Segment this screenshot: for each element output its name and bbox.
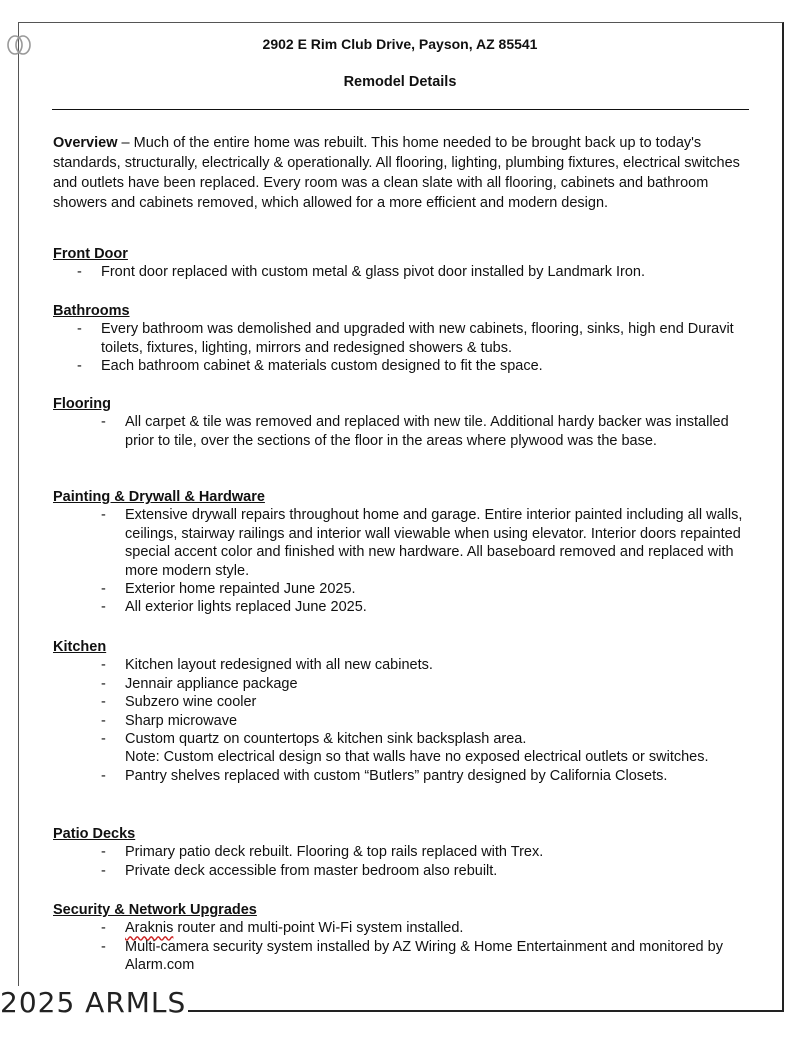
list-item: - Front door replaced with custom metal & glass pivot door installed by Landmark Iron. [53,263,753,281]
list-item: - Kitchen layout redesigned with all new cabinets. [53,656,753,674]
list-item: - Sharp microwave [53,712,753,730]
list-item: - Multi-camera security system installed by AZ Wiring & Home Entertainment and monitored by Alarm.com [53,938,753,975]
section-title-kitchen: Kitchen [53,639,107,655]
list-item: - All exterior lights replaced June 2025. [53,598,753,616]
list-item: - Private deck accessible from master bedroom also rebuilt. [53,862,753,880]
section-kitchen [53,638,753,785]
section-patio-decks [53,825,753,880]
overview-label: Overview [53,135,118,151]
list-item: - Jennair appliance package [53,675,753,693]
section-bathrooms [53,302,753,376]
kitchen-note: Note: Custom electrical design so that walls have no exposed electrical outlets or switches. [125,749,709,766]
list-item-text: Custom quartz on countertops & kitchen sink backsplash area. [125,731,527,748]
list-item: - Subzero wine cooler [53,693,753,711]
list-item: - Exterior home repainted June 2025. [53,580,753,598]
section-painting [53,488,753,617]
header-divider [52,109,749,110]
overview-paragraph [53,133,753,213]
list-item: - All carpet & tile was removed and replaced with new tile. Additional hardy backer was installed prior to tile, over the sections of the floor in the areas where plywood was the base. [53,413,753,450]
armls-watermark: 2025 ARMLS [0,986,187,1019]
section-flooring [53,395,753,450]
overview-text: – Much of the entire home was rebuilt. This home needed to be brought back up to today's standards, structurally, electrically & operationally. All flooring, lighting, plumbing fixtures, electrical switches and outlets have been replaced. Every room was a clean slate with all flooring, cabinets and bathroom showers and cabinets removed, which allowed for a more efficient and modern design. [53,135,740,211]
section-front-door [53,245,753,282]
list-item: - Pantry shelves replaced with custom “Butlers” pantry designed by California Closets. [53,767,753,785]
section-title-patio-decks: Patio Decks [53,826,136,842]
section-title-flooring: Flooring [53,396,111,412]
list-item-text: router and multi-point Wi-Fi system installed. [173,920,464,937]
property-address: 2902 E Rim Club Drive, Payson, AZ 85541 [262,36,538,52]
list-item: - Each bathroom cabinet & materials custom designed to fit the space. [53,357,753,375]
list-item: - Extensive drywall repairs throughout home and garage. Entire interior painted including all walls, ceilings, stairway railings and interior wall viewable when using elevator. Interior doors repainted special accent color and finished with new hardware. All baseboard removed and replaced with more modern style. [53,506,753,580]
list-item: - Every bathroom was demolished and upgraded with new cabinets, flooring, sinks, high end Duravit toilets, fixtures, lighting, mirrors and redesigned showers & tubs. [53,320,753,357]
document-subtitle: Remodel Details [343,74,457,90]
page-frame-left-edge [18,22,19,990]
list-item [53,919,753,937]
section-title-bathrooms: Bathrooms [53,303,130,319]
section-security [53,901,753,975]
section-title-painting: Painting & Drywall & Hardware [53,489,265,505]
list-item [53,730,753,767]
spellcheck-word: Araknis [125,920,174,937]
list-item: - Primary patio deck rebuilt. Flooring & top rails replaced with Trex. [53,843,753,861]
section-title-security: Security & Network Upgrades [53,902,257,918]
section-title-front-door: Front Door [53,246,128,262]
